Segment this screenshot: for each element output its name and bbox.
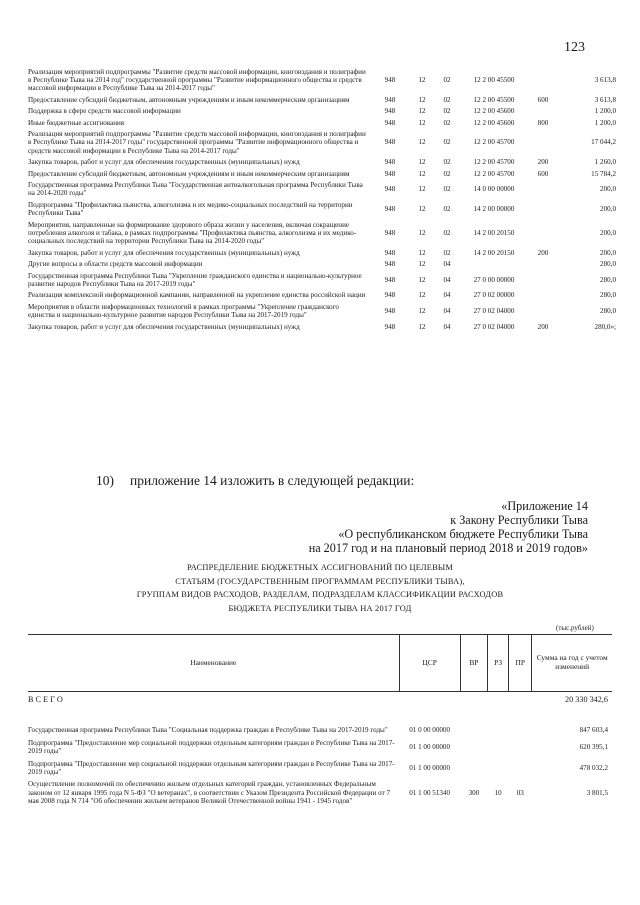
row-rz: 12 (418, 291, 426, 300)
row-vr (528, 66, 558, 94)
row-pr (509, 720, 532, 736)
row-grbs: 948 (384, 322, 396, 331)
row-pr: 02 (443, 158, 451, 167)
row-rz: 12 (418, 275, 426, 284)
row-sum: 200,0 (600, 204, 616, 213)
row-name: Мероприятия, направленные на формирование здорового образа жизни у населения, включая сокращение потребления алкоголя и табака, в рамках подпрограммы "Профилактика пьянства, алкоголизма и их медико-социальных последствий на территории Республики Тыва на 2014-2020 годы" (28, 220, 357, 246)
row-pr: 02 (443, 107, 451, 116)
page-number: 123 (564, 40, 585, 55)
row-name: Государственная программа Республики Тыва "Социальная поддержка граждан в Республике Тыва на 2017-2019 годы" (28, 726, 388, 735)
row-csr: 14 2 00 20150 (473, 229, 515, 237)
row-vr (528, 219, 558, 247)
appendix-header (309, 499, 588, 555)
row-sum: 200,0 (600, 229, 616, 237)
row-vr (528, 301, 558, 321)
row-sum: 280,0 (600, 307, 616, 316)
row-grbs: 948 (384, 307, 396, 316)
row-csr: 12 2 00 45500 (473, 75, 515, 84)
row-vr: 600 (537, 95, 549, 104)
heading-line-2: СТАТЬЯМ (ГОСУДАРСТВЕННЫМ ПРОГРАММАМ РЕСПУБЛИКИ ТЫВА), (175, 576, 465, 586)
header-pr: ПР (509, 635, 532, 692)
row-grbs: 948 (384, 291, 396, 300)
row-vr (528, 259, 558, 270)
row-sum: 847 603,4 (579, 726, 608, 735)
appendix-line-3: «О республиканском бюджете Республики Тыва (338, 527, 588, 541)
row-pr: 02 (443, 95, 451, 104)
row-rz: 10 (494, 788, 502, 797)
row-rz: 12 (418, 75, 426, 84)
row-pr (509, 737, 532, 758)
row-sum: 478 032,2 (579, 763, 608, 772)
table-row (28, 720, 612, 736)
row-sum: 280,0 (600, 275, 616, 284)
table-row (28, 321, 616, 332)
row-sum: 280,0»; (594, 322, 616, 331)
row-sum: 3 613,8 (594, 95, 616, 104)
row-vr: 800 (537, 118, 549, 127)
row-pr: 04 (443, 260, 451, 269)
header-csr: ЦСР (399, 635, 460, 692)
row-rz (488, 758, 509, 779)
item-text: приложение 14 изложить в следующей редакции: (130, 473, 415, 488)
header-sum: Сумма на год с учетом изменений (532, 635, 612, 692)
row-name: Осуществление полномочий по обеспечению жильем отдельных категорий граждан, установленных Федеральным законом от 12 января 1995 года N 5-ФЗ "О ветеранах", в соответствии с Указом Президента Российской Федерации от 7 мая 2008 года N 714 "Об обеспечении жильем ветеранов Великой Отечественной войны 1941 - 1945 годов" (28, 780, 390, 806)
table-row (28, 219, 616, 247)
row-sum: 1 260,0 (594, 158, 616, 167)
row-pr: 02 (443, 138, 451, 147)
row-csr: 01 0 00 00000 (409, 726, 451, 735)
row-pr: 02 (443, 204, 451, 213)
table-row (28, 270, 616, 290)
table-row (28, 758, 612, 779)
row-name: Подпрограмма "Предоставление мер социальной поддержки отдельным категориям граждан в Республике Тыва на 2017-2019 годы" (28, 759, 395, 777)
row-vr: 200 (537, 322, 549, 331)
row-rz: 12 (418, 185, 426, 194)
table-row (28, 737, 612, 758)
row-pr (509, 758, 532, 779)
row-grbs: 948 (384, 229, 396, 237)
table-row (28, 259, 616, 270)
row-name: Реализация мероприятий подпрограммы "Развитие средств массовой информации, книгоиздания и полиграфии в Республике Тыва на 2014 год" государственной программы "Развитие информационного общества и средств массовой информации в Республике Тыва на 2014-2017 годы" (28, 67, 366, 93)
row-grbs: 948 (384, 138, 396, 147)
heading-line-1: РАСПРЕДЕЛЕНИЕ БЮДЖЕТНЫХ АССИГНОВАНИЙ ПО ЦЕЛЕВЫМ (186, 563, 454, 572)
row-vr (460, 737, 487, 758)
row-pr: 02 (443, 229, 451, 237)
row-csr: 01 1 00 51340 (409, 788, 451, 797)
table-row (28, 157, 616, 168)
row-rz: 12 (418, 260, 426, 269)
row-rz: 12 (418, 322, 426, 331)
row-vr (528, 179, 558, 199)
row-vr: 300 (468, 788, 480, 797)
row-pr: 02 (443, 118, 451, 127)
row-rz: 12 (418, 307, 426, 316)
row-rz: 12 (418, 118, 426, 127)
row-csr: 12 2 00 45500 (473, 95, 515, 104)
row-name: Закупка товаров, работ и услуг для обеспечения государственных (муниципальных) нужд (28, 158, 300, 167)
row-sum: 15 784,2 (591, 169, 616, 178)
row-vr (460, 720, 487, 736)
row-vr: 200 (537, 248, 549, 257)
table-row (28, 199, 616, 219)
row-csr: 27 0 00 00000 (473, 275, 515, 284)
row-sum: 620 395,1 (579, 743, 608, 752)
table-row (28, 301, 616, 321)
row-csr: 27 0 02 00000 (473, 291, 515, 300)
row-vr: 600 (537, 169, 549, 178)
appendix-line-1: «Приложение 14 (501, 499, 588, 513)
row-sum: 1 200,0 (594, 118, 616, 127)
row-name: Подпрограмма "Предоставление мер социальной поддержки отдельным категориям граждан в Республике Тыва на 2017-2019 годы" (28, 738, 395, 756)
header-rz: РЗ (488, 635, 509, 692)
row-csr: 27 0 02 04000 (473, 307, 515, 316)
row-grbs: 948 (384, 248, 396, 257)
row-sum: 200,0 (600, 185, 616, 194)
table-row (28, 128, 616, 156)
row-vr (528, 128, 558, 156)
table-heading (0, 561, 640, 615)
row-name: Мероприятия в области информационных технологий в рамках программы "Укрепление гражданского единства и национально-культурное развитие народов Республики Тыва на 2017-2019 годы" (28, 302, 339, 320)
row-rz: 12 (418, 95, 426, 104)
row-vr (460, 758, 487, 779)
row-name: Предоставление субсидий бюджетным, автономным учреждениям и иным некоммерческим организациям (28, 95, 350, 104)
row-sum: 280,0 (600, 291, 616, 300)
row-vr (528, 270, 558, 290)
row-grbs: 948 (384, 95, 396, 104)
amendment-item (96, 473, 414, 489)
row-pr: 02 (443, 169, 451, 178)
row-grbs: 948 (384, 185, 396, 194)
row-rz: 12 (418, 138, 426, 147)
row-sum: 3 801,5 (586, 788, 608, 797)
row-rz: 12 (418, 248, 426, 257)
row-grbs: 948 (384, 75, 396, 84)
table-row (28, 94, 616, 105)
row-rz: 12 (418, 229, 426, 237)
appendix-line-4: на 2017 год и на плановый период 2018 и 2019 годов» (308, 541, 588, 555)
row-csr: 01 1 00 00000 (409, 763, 451, 772)
row-rz (488, 737, 509, 758)
row-csr: 12 2 00 45700 (473, 138, 515, 147)
table-row (28, 168, 616, 179)
row-rz: 12 (418, 169, 426, 178)
row-rz: 12 (418, 107, 426, 116)
heading-line-4: БЮДЖЕТА РЕСПУБЛИКИ ТЫВА НА 2017 ГОД (228, 603, 412, 613)
row-pr: 04 (443, 291, 451, 300)
row-pr: 02 (443, 185, 451, 194)
row-grbs: 948 (384, 169, 396, 178)
table-row (28, 66, 616, 94)
row-pr: 04 (443, 322, 451, 331)
row-name: Закупка товаров, работ и услуг для обеспечения государственных (муниципальных) нужд (28, 248, 300, 257)
table-header-row (28, 635, 612, 692)
header-vr: ВР (460, 635, 487, 692)
table-row (28, 778, 612, 807)
row-sum: 17 044,2 (591, 138, 616, 147)
heading-line-3: ГРУППАМ ВИДОВ РАСХОДОВ, РАЗДЕЛАМ, ПОДРАЗДЕЛАМ КЛАССИФИКАЦИИ РАСХОДОВ (136, 590, 504, 599)
row-rz: 12 (418, 204, 426, 213)
row-name: Реализация мероприятий подпрограммы "Развитие средств массовой информации, книгоиздания и полиграфии в Республике Тыва на 2014-2017 годы" государственной программы "Развитие информационного общества и средств массовой информации в Республике Тыва на 2014-2017 годы" (28, 129, 366, 155)
row-grbs: 948 (384, 260, 396, 269)
row-csr: 14 2 00 00000 (473, 204, 515, 213)
total-row (28, 692, 612, 721)
row-pr: 04 (443, 307, 451, 316)
row-name: Предоставление субсидий бюджетным, автономным учреждениям и иным некоммерческим организациям (28, 169, 350, 178)
row-grbs: 948 (384, 118, 396, 127)
row-vr (528, 106, 558, 117)
row-csr: 12 2 00 45700 (473, 169, 515, 178)
row-name: Закупка товаров, работ и услуг для обеспечения государственных (муниципальных) нужд (28, 322, 300, 331)
table-row (28, 106, 616, 117)
row-csr: 27 0 02 04000 (473, 322, 515, 331)
row-grbs: 948 (384, 204, 396, 213)
row-grbs: 948 (384, 107, 396, 116)
row-pr: 03 (516, 788, 524, 797)
row-csr: 12 2 00 45600 (473, 107, 515, 116)
table-row (28, 117, 616, 128)
row-sum: 3 613,8 (594, 75, 616, 84)
table-row (28, 247, 616, 258)
units-label: (тыс.рублей) (556, 624, 594, 632)
continuation-table (28, 66, 616, 333)
row-pr: 02 (443, 75, 451, 84)
allocation-table (28, 634, 612, 808)
table-row (28, 179, 616, 199)
row-rz (488, 720, 509, 736)
row-csr: 01 1 00 00000 (409, 743, 451, 752)
row-sum: 200,0 (600, 248, 616, 257)
row-name: Подпрограмма "Профилактика пьянства, алкоголизма и их медико-социальных последствий на территории Республики Тыва" (28, 200, 353, 218)
row-pr: 04 (443, 275, 451, 284)
row-csr: 14 0 00 00000 (473, 185, 515, 194)
row-vr (528, 199, 558, 219)
row-csr: 14 2 00 20150 (473, 248, 515, 257)
total-label: В С Е Г О (28, 695, 63, 704)
row-csr: 12 2 00 45700 (473, 158, 515, 167)
row-name: Государственная программа Республики Тыва "Государственная антиалкогольная программа Республики Тыва на 2014-2020 годы" (28, 180, 363, 198)
row-name: Другие вопросы в области средств массовой информации (28, 260, 203, 269)
row-csr: 12 2 00 45600 (473, 118, 515, 127)
appendix-line-2: к Закону Республики Тыва (450, 513, 588, 527)
table-row (28, 290, 616, 301)
item-number: 10) (96, 473, 114, 488)
row-sum: 280,0 (600, 260, 616, 269)
total-sum: 20 330 342,6 (565, 695, 608, 704)
row-grbs: 948 (384, 275, 396, 284)
row-sum: 1 200,0 (594, 107, 616, 116)
row-pr: 02 (443, 248, 451, 257)
row-name: Иные бюджетные ассигнования (28, 118, 125, 127)
row-vr (528, 290, 558, 301)
row-rz: 12 (418, 158, 426, 167)
row-name: Поддержка в сфере средств массовой информации (28, 107, 181, 116)
row-grbs: 948 (384, 158, 396, 167)
row-name: Реализация комплексной информационной кампании, направленной на укрепление единства российской нации (28, 291, 366, 300)
row-csr (460, 259, 528, 270)
row-vr: 200 (537, 158, 549, 167)
header-name: Наименование (28, 635, 399, 692)
row-name: Государственная программа Республики Тыва "Укрепление гражданского единства и национально-культурное развитие народов Республики Тыва на 2017-2019 годы" (28, 271, 362, 289)
